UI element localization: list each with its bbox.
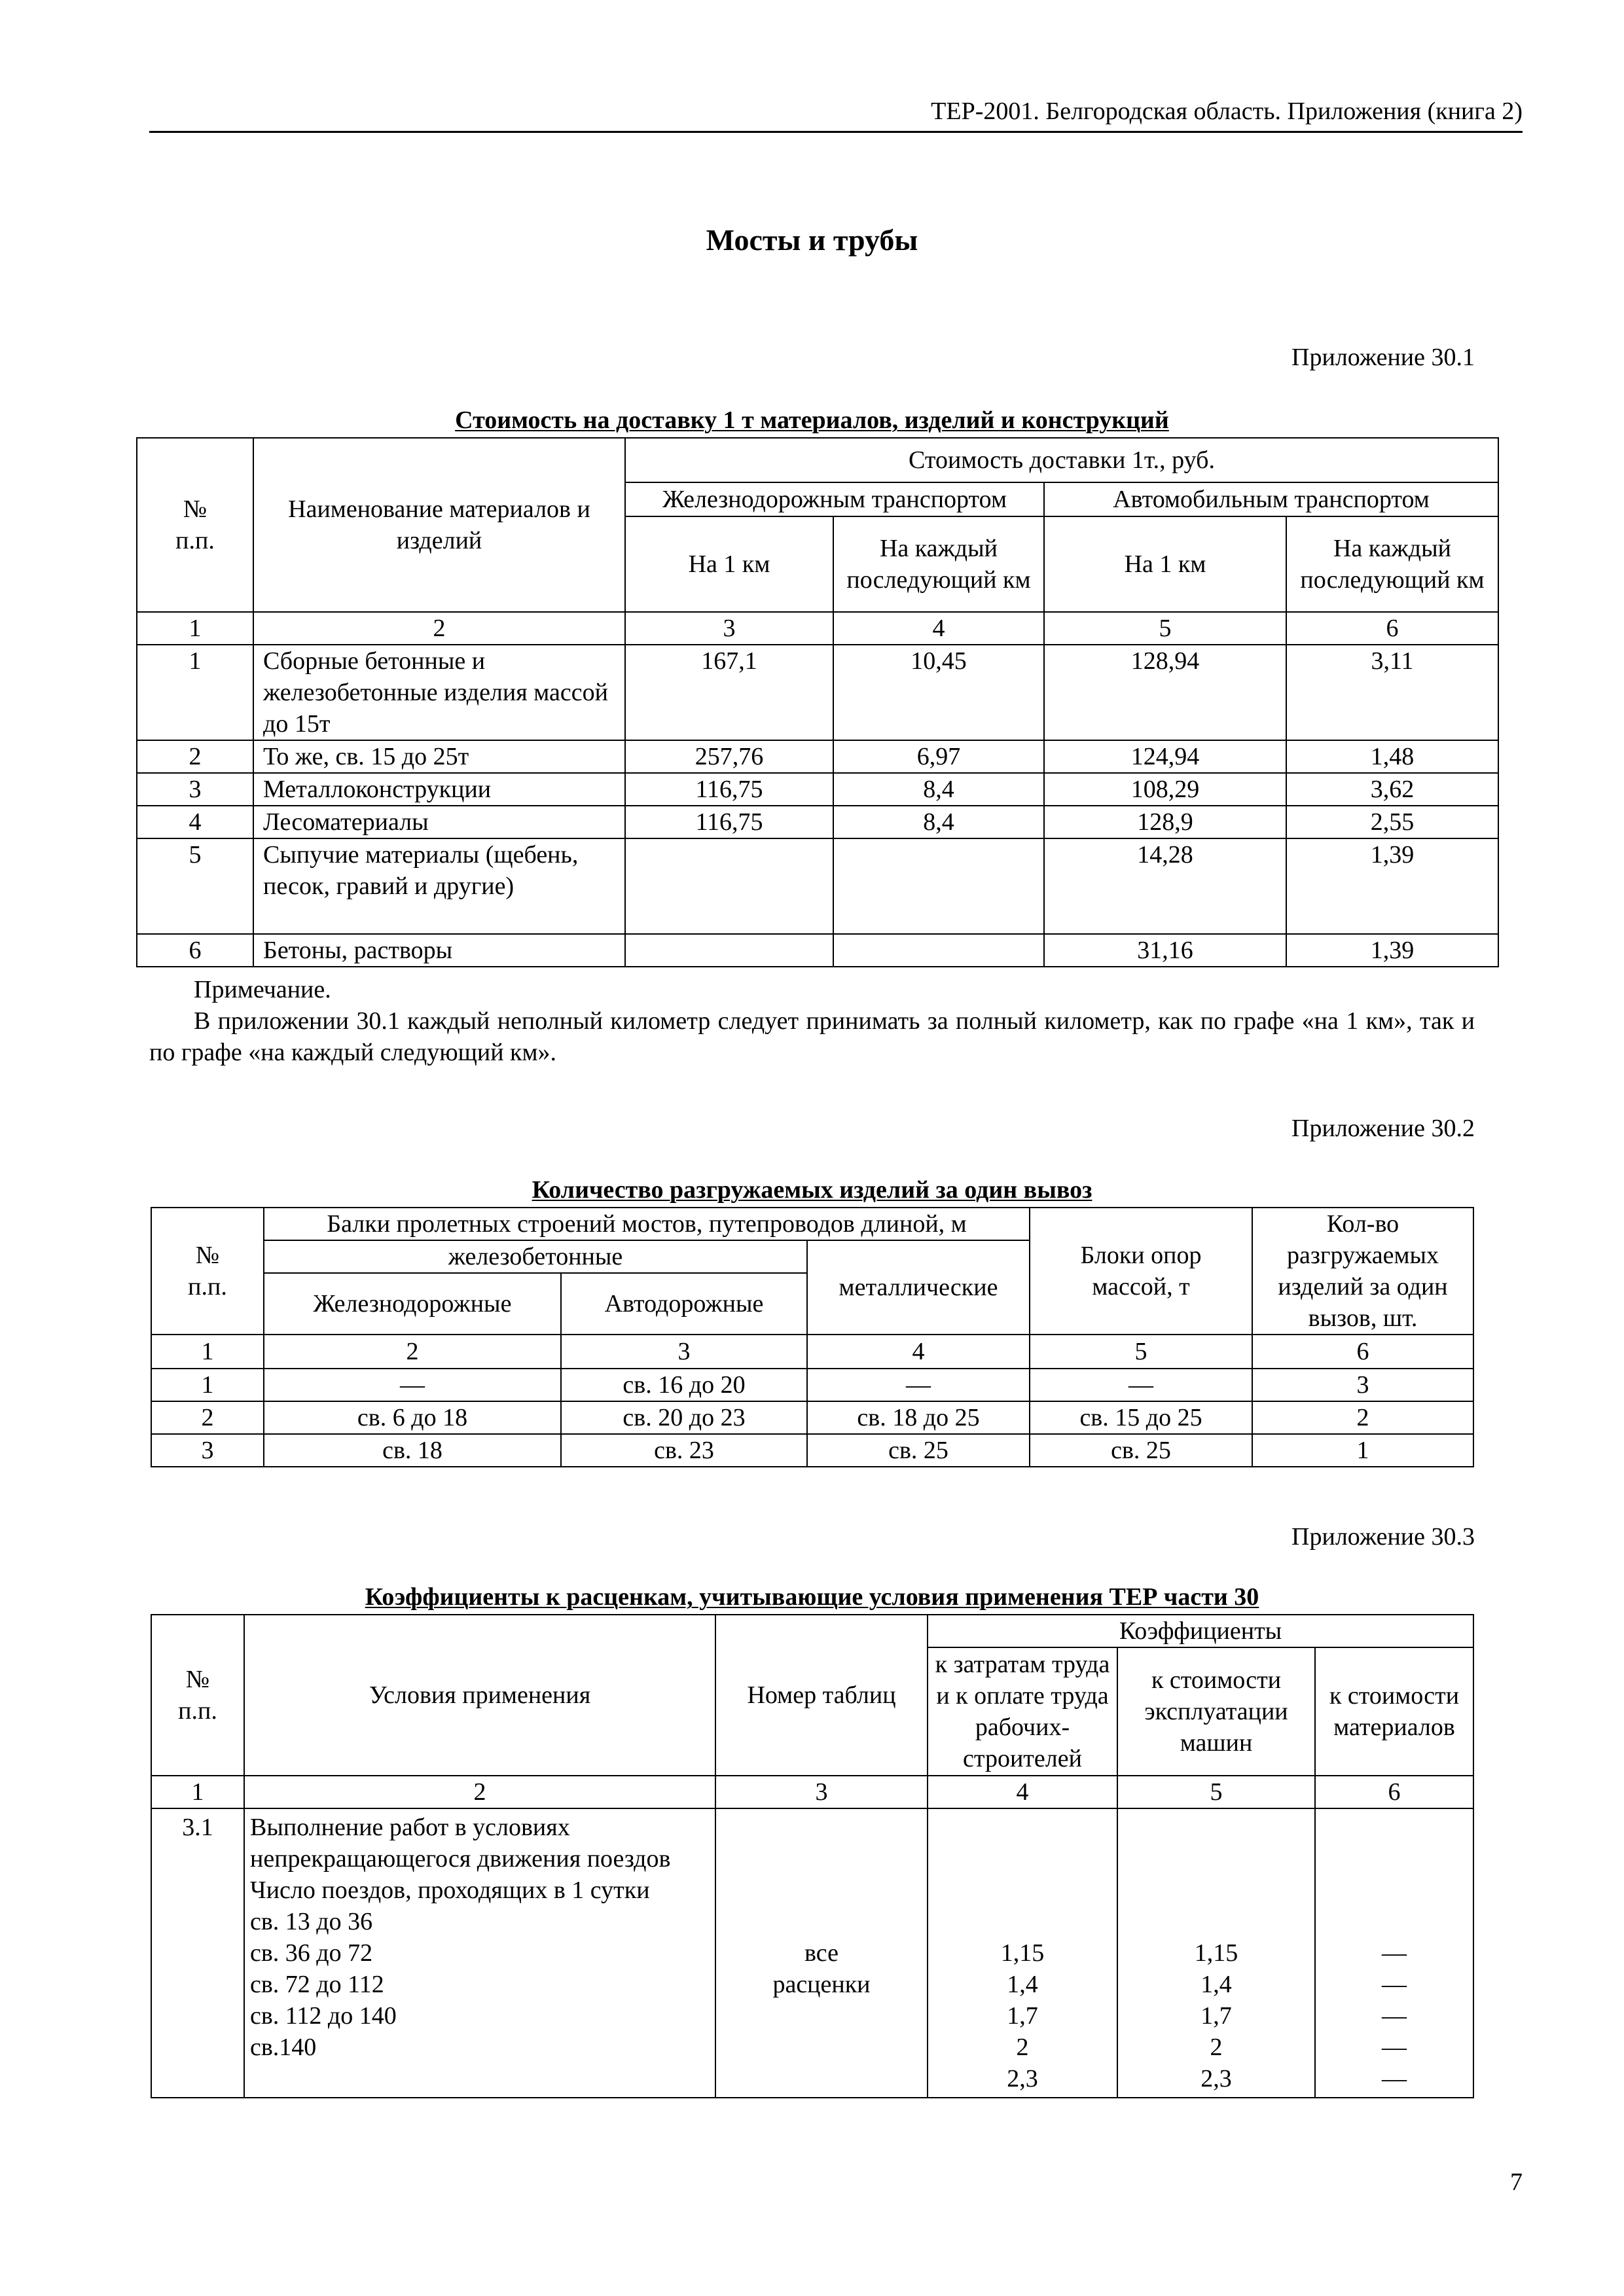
row-auto-next: 1,48: [1286, 740, 1498, 773]
row-no: 1: [137, 645, 253, 740]
row-name: Сыпучие материалы (щебень, песок, гравий и другие): [253, 838, 625, 934]
row-railway: —: [264, 1369, 561, 1401]
row-rail-next: [833, 838, 1044, 934]
row-blocks: св. 15 до 25: [1030, 1401, 1252, 1434]
labor-coefficient: 1,4: [1007, 1971, 1038, 1998]
row-name: То же, св. 15 до 25т: [253, 740, 625, 773]
note-text: В приложении 30.1 каждый неполный километр следует принимать за полный километр, как по графе «на 1 км», так и по графе «на каждый следующий км».: [149, 1007, 1475, 1066]
row-name: Металлоконструкции: [253, 773, 625, 806]
row-tables-value: все расценки: [772, 1939, 871, 1998]
row-machines: [1117, 1808, 1315, 2098]
row-rail-1km: 257,76: [625, 740, 833, 773]
col-number: 1: [151, 1776, 244, 1808]
row-railway: св. 6 до 18: [264, 1401, 561, 1434]
row-metal: св. 25: [807, 1434, 1030, 1467]
header-rail-per-next: На каждый последующий км: [833, 516, 1044, 612]
row-auto-1km: 108,29: [1044, 773, 1286, 806]
labor-coefficient: 2,3: [1007, 2065, 1038, 2092]
col-number: 6: [1315, 1776, 1473, 1808]
row-rail-next: 6,97: [833, 740, 1044, 773]
row-auto-next: 2,55: [1286, 806, 1498, 838]
row-condition-description: Выполнение работ в условиях непрекращающегося движения поездов: [250, 1814, 671, 1873]
row-rail-next: 8,4: [833, 773, 1044, 806]
header-col-no: № п.п.: [151, 1615, 244, 1776]
header-rail-per-1km: На 1 км: [625, 516, 833, 612]
row-no: 2: [137, 740, 253, 773]
note-title: Примечание.: [194, 976, 331, 1003]
col-number: 6: [1286, 612, 1498, 645]
header-table-numbers: Номер таблиц: [715, 1615, 928, 1776]
header-materials: к стоимости материалов: [1315, 1647, 1473, 1776]
materials-coefficient: —: [1382, 2065, 1407, 2092]
running-header: ТЕР-2001. Белгородская область. Приложения (книга 2): [931, 98, 1523, 125]
materials-coefficient: —: [1382, 1939, 1407, 1967]
appendix-30-1-note: [149, 974, 1475, 1068]
row-condition-range: св.140: [250, 2034, 317, 2061]
row-name: Сборные бетонные и железобетонные изделия массой до 15т: [253, 645, 625, 740]
appendix-30-3-caption: Коэффициенты к расценкам, учитывающие условия применения ТЕР части 30: [365, 1583, 1259, 1611]
row-condition-range: св. 36 до 72: [250, 1939, 373, 1967]
appendix-30-1-label: Приложение 30.1: [1291, 344, 1475, 371]
page-title: Мосты и трубы: [706, 223, 918, 257]
row-qty: 2: [1252, 1401, 1473, 1434]
column-number-row: [151, 1776, 1473, 1808]
row-auto-next: 1,39: [1286, 838, 1498, 934]
machines-coefficient: 1,15: [1194, 1939, 1238, 1967]
table-row: [137, 740, 1498, 773]
row-condition-subtitle: Число поездов, проходящих в 1 сутки: [250, 1876, 650, 1904]
machines-coefficient: 2,3: [1200, 2065, 1232, 2092]
header-auto-per-1km: На 1 км: [1044, 516, 1286, 612]
appendix-30-2-caption: Количество разгружаемых изделий за один вывоз: [532, 1176, 1092, 1204]
col-number: 5: [1117, 1776, 1315, 1808]
row-condition-range: св. 112 до 140: [250, 2002, 397, 2030]
row-no: 3.1: [151, 1808, 244, 2098]
table-row: [137, 806, 1498, 838]
header-divider: [149, 131, 1523, 133]
row-metal: —: [807, 1369, 1030, 1401]
row-rail-1km: 116,75: [625, 806, 833, 838]
row-materials: [1315, 1808, 1473, 2098]
col-number: 3: [561, 1335, 807, 1369]
row-auto-1km: 14,28: [1044, 838, 1286, 934]
header-col-name: Наименование материалов и изделий: [253, 438, 625, 612]
header-col-no: № п.п.: [137, 438, 253, 612]
row-metal: св. 18 до 25: [807, 1401, 1030, 1434]
header-reinforced-concrete: железобетонные: [264, 1240, 807, 1273]
row-condition-range: св. 72 до 112: [250, 1971, 384, 1998]
row-blocks: св. 25: [1030, 1434, 1252, 1467]
row-name: Лесоматериалы: [253, 806, 625, 838]
table-row: [151, 1434, 1473, 1467]
table-row: [151, 1401, 1473, 1434]
table-row: [151, 1369, 1473, 1401]
header-coefficients: Коэффициенты: [928, 1615, 1473, 1647]
row-no: 4: [137, 806, 253, 838]
header-blocks: Блоки опор массой, т: [1030, 1208, 1252, 1335]
row-qty: 1: [1252, 1434, 1473, 1467]
col-number: 2: [264, 1335, 561, 1369]
delivery-cost-table: [136, 437, 1499, 967]
coefficients-table: [151, 1614, 1474, 2098]
unloaded-items-table: [151, 1207, 1474, 1467]
row-name: Бетоны, растворы: [253, 934, 625, 967]
col-number: 4: [833, 612, 1044, 645]
col-number: 2: [253, 612, 625, 645]
header-metal: металлические: [807, 1240, 1030, 1335]
machines-coefficient: 1,7: [1200, 2002, 1232, 2030]
machines-coefficient: 2: [1210, 2034, 1223, 2061]
row-rail-next: 8,4: [833, 806, 1044, 838]
row-no: 2: [151, 1401, 264, 1434]
col-number: 5: [1044, 612, 1286, 645]
table-row: [137, 773, 1498, 806]
col-number: 1: [151, 1335, 264, 1369]
col-number: 5: [1030, 1335, 1252, 1369]
labor-coefficient: 1,15: [1000, 1939, 1045, 1967]
col-number: 1: [137, 612, 253, 645]
col-number: 4: [928, 1776, 1117, 1808]
row-railway: св. 18: [264, 1434, 561, 1467]
page-number: 7: [1510, 2168, 1523, 2196]
row-rail-1km: 167,1: [625, 645, 833, 740]
row-conditions: [244, 1808, 715, 2098]
row-no: 5: [137, 838, 253, 934]
row-auto-1km: 128,94: [1044, 645, 1286, 740]
header-auto-per-next: На каждый последующий км: [1286, 516, 1498, 612]
header-conditions: Условия применения: [244, 1615, 715, 1776]
row-auto-next: 3,62: [1286, 773, 1498, 806]
header-railway: Железнодорожные: [264, 1273, 561, 1335]
header-rail-transport: Железнодорожным транспортом: [625, 482, 1044, 516]
row-auto-1km: 31,16: [1044, 934, 1286, 967]
appendix-30-1-caption: Стоимость на доставку 1 т материалов, изделий и конструкций: [455, 406, 1169, 434]
header-auto-transport: Автомобильным транспортом: [1044, 482, 1498, 516]
row-qty: 3: [1252, 1369, 1473, 1401]
materials-coefficient: —: [1382, 2034, 1407, 2061]
row-rail-next: 10,45: [833, 645, 1044, 740]
row-no: 1: [151, 1369, 264, 1401]
labor-coefficient: 1,7: [1007, 2002, 1038, 2030]
row-labor: [928, 1808, 1117, 2098]
row-rail-1km: [625, 934, 833, 967]
row-road: св. 23: [561, 1434, 807, 1467]
col-number: 2: [244, 1776, 715, 1808]
header-cost-group: Стоимость доставки 1т., руб.: [625, 438, 1498, 482]
header-col-no: № п.п.: [151, 1208, 264, 1335]
labor-coefficient: 2: [1016, 2034, 1029, 2061]
header-labor: к затратам труда и к оплате труда рабочих-строителей: [928, 1647, 1117, 1776]
header-beams-group: Балки пролетных строений мостов, путепроводов длиной, м: [264, 1208, 1030, 1240]
col-number: 4: [807, 1335, 1030, 1369]
column-number-row: [137, 612, 1498, 645]
table-row: [151, 1808, 1473, 2098]
header-qty: Кол-во разгружаемых изделий за один вызов, шт.: [1252, 1208, 1473, 1335]
row-no: 3: [137, 773, 253, 806]
table-row: [137, 934, 1498, 967]
appendix-30-3-label: Приложение 30.3: [1291, 1523, 1475, 1551]
row-tables: [715, 1808, 928, 2098]
row-condition-range: св. 13 до 36: [250, 1908, 373, 1935]
appendix-30-2-label: Приложение 30.2: [1291, 1115, 1475, 1142]
row-auto-next: 1,39: [1286, 934, 1498, 967]
row-auto-next: 3,11: [1286, 645, 1498, 740]
row-auto-1km: 124,94: [1044, 740, 1286, 773]
materials-coefficient: —: [1382, 2002, 1407, 2030]
table-row: [137, 838, 1498, 934]
header-road: Автодорожные: [561, 1273, 807, 1335]
col-number: 3: [625, 612, 833, 645]
col-number: 3: [715, 1776, 928, 1808]
row-rail-next: [833, 934, 1044, 967]
row-road: св. 16 до 20: [561, 1369, 807, 1401]
header-machines: к стоимости эксплуатации машин: [1117, 1647, 1315, 1776]
materials-coefficient: —: [1382, 1971, 1407, 1998]
row-auto-1km: 128,9: [1044, 806, 1286, 838]
col-number: 6: [1252, 1335, 1473, 1369]
row-blocks: —: [1030, 1369, 1252, 1401]
row-no: 3: [151, 1434, 264, 1467]
row-rail-1km: [625, 838, 833, 934]
row-no: 6: [137, 934, 253, 967]
table-row: [137, 645, 1498, 740]
column-number-row: [151, 1335, 1473, 1369]
row-rail-1km: 116,75: [625, 773, 833, 806]
row-road: св. 20 до 23: [561, 1401, 807, 1434]
machines-coefficient: 1,4: [1200, 1971, 1232, 1998]
